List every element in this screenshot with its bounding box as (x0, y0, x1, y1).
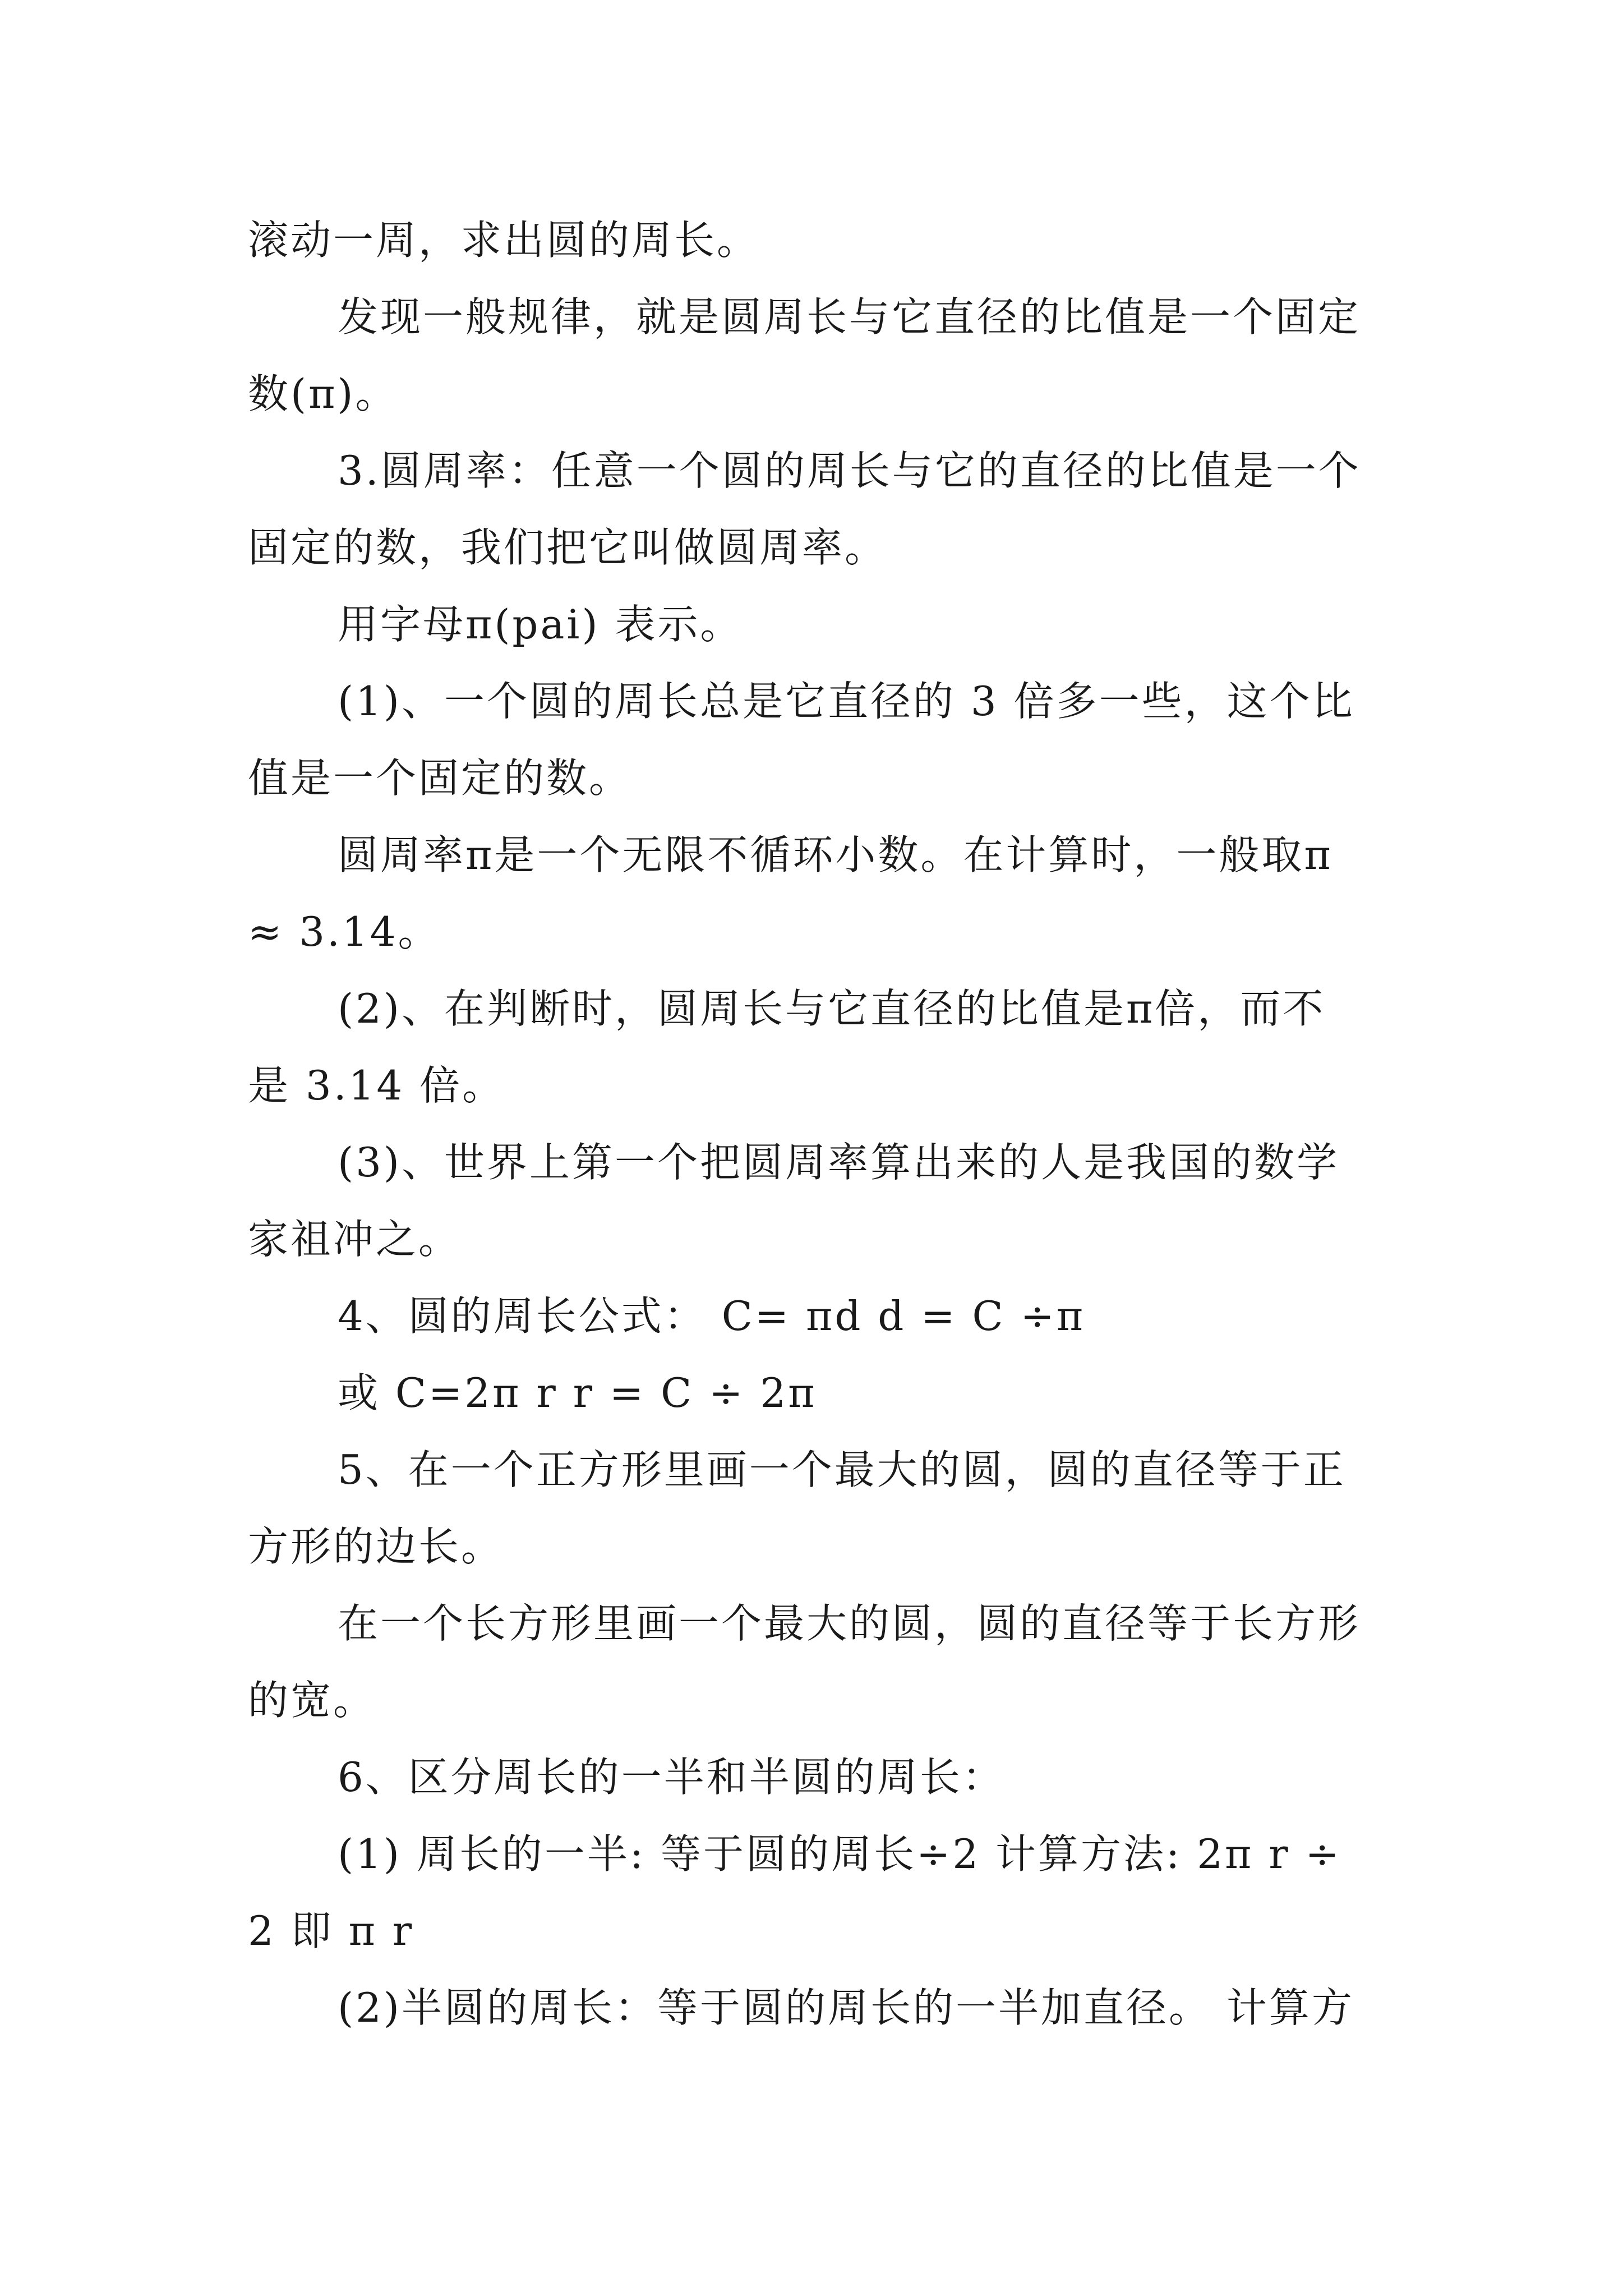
text-line: (1)、一个圆的周长总是它直径的 3 倍多一些，这个比 (338, 678, 1355, 725)
text-line: 的宽。 (248, 1677, 376, 1724)
document-body (248, 202, 1375, 2046)
text-line: (3)、世界上第一个把圆周率算出来的人是我国的数学 (338, 1139, 1339, 1186)
text-line: 4、圆的周长公式： C= πd d = C ÷π (338, 1292, 1086, 1340)
text-line: 2 即 π r (248, 1907, 414, 1954)
text-line: (2)、在判断时，圆周长与它直径的比值是π倍，而不 (338, 985, 1326, 1032)
text-line: 用字母π(pai) 表示。 (338, 601, 743, 648)
text-line: ≈ 3.14。 (248, 908, 441, 955)
text-line: 圆周率π是一个无限不循环小数。在计算时，一般取π (338, 831, 1333, 878)
text-line: 6、区分周长的一半和半圆的周长： (338, 1754, 1005, 1801)
text-line: 5、在一个正方形里画一个最大的圆，圆的直径等于正 (338, 1446, 1346, 1493)
text-line: 家祖冲之。 (248, 1216, 462, 1263)
text-line: (1) 周长的一半: 等于圆的周长÷2 计算方法: 2π r ÷ (338, 1830, 1341, 1878)
text-line: 滚动一周，求出圆的周长。 (248, 217, 760, 264)
text-line: (2)半圆的周长：等于圆的周长的一半加直径。 计算方 (338, 1984, 1354, 2031)
text-line: 数(π)。 (248, 370, 398, 417)
text-line: 方形的边长。 (248, 1523, 504, 1570)
text-line: 在一个长方形里画一个最大的圆，圆的直径等于长方形 (338, 1600, 1361, 1647)
text-line: 固定的数，我们把它叫做圆周率。 (248, 524, 888, 571)
text-line: 或 C=2π r r = C ÷ 2π (338, 1369, 817, 1416)
text-line: 3.圆周率：任意一个圆的周长与它的直径的比值是一个 (338, 447, 1361, 494)
text-line: 值是一个固定的数。 (248, 754, 632, 802)
text-line: 是 3.14 倍。 (248, 1062, 505, 1109)
text-line: 发现一般规律，就是圆周长与它直径的比值是一个固定 (338, 293, 1361, 341)
